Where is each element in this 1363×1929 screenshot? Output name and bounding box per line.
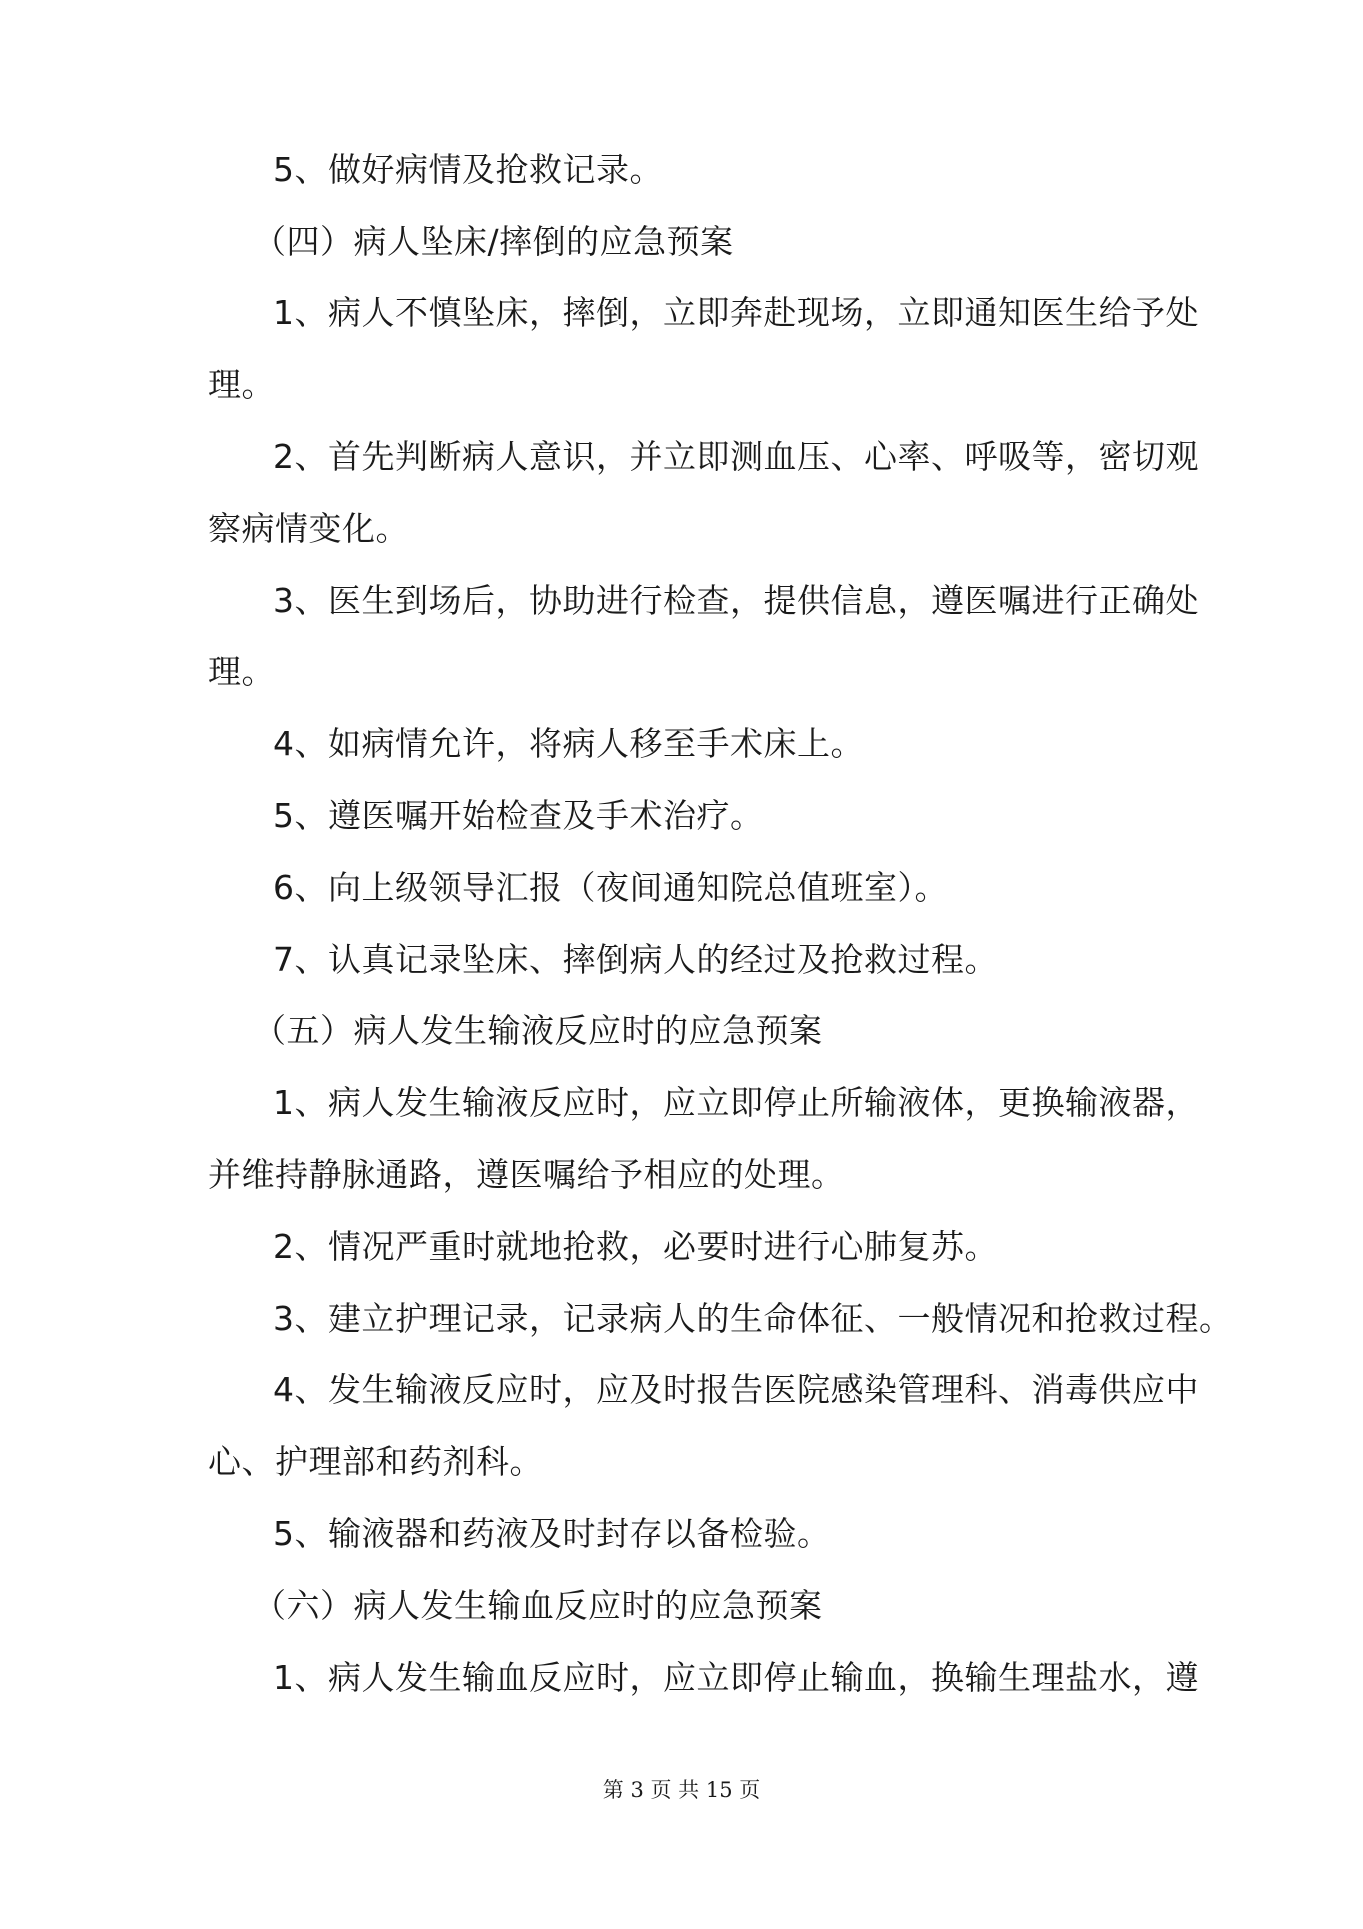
text-line: 5、输液器和药液及时封存以备检验。 (273, 1514, 831, 1553)
text-line: 5、遵医嘱开始检查及手术治疗。 (273, 796, 764, 835)
text-line: 6、向上级领导汇报（夜间通知院总值班室）。 (273, 868, 948, 907)
text-line: 1、病人发生输血反应时，应立即停止输血，换输生理盐水，遵 (273, 1658, 1199, 1697)
text-line: 5、做好病情及抢救记录。 (273, 150, 663, 189)
text-line: 4、如病情允许，将病人移至手术床上。 (273, 724, 864, 763)
text-line: 2、首先判断病人意识，并立即测血压、心率、呼吸等，密切观 (273, 437, 1199, 476)
text-line: 并维持静脉通路，遵医嘱给予相应的处理。 (208, 1155, 845, 1194)
text-line: 2、情况严重时就地抢救，必要时进行心肺复苏。 (273, 1227, 998, 1266)
page-number-footer: 第 3 页 共 15 页 (602, 1778, 761, 1802)
text-line: 理。 (208, 652, 275, 691)
text-line: 1、病人不慎坠床，摔倒，立即奔赴现场，立即通知医生给予处 (273, 293, 1199, 332)
text-line: 1、病人发生输液反应时，应立即停止所输液体，更换输液器， (273, 1083, 1199, 1122)
section-heading: （六）病人发生输血反应时的应急预案 (253, 1586, 823, 1625)
text-line: 3、医生到场后，协助进行检查，提供信息，遵医嘱进行正确处 (273, 581, 1199, 620)
section-heading: （五）病人发生输液反应时的应急预案 (253, 1011, 823, 1050)
text-line: 察病情变化。 (208, 509, 409, 548)
text-line: 心、护理部和药剂科。 (208, 1442, 543, 1481)
section-heading: （四）病人坠床/摔倒的应急预案 (253, 222, 734, 261)
text-line: 3、建立护理记录，记录病人的生命体征、一般情况和抢救过程。 (273, 1299, 1233, 1338)
text-line: 4、发生输液反应时，应及时报告医院感染管理科、消毒供应中 (273, 1370, 1199, 1409)
text-line: 7、认真记录坠床、摔倒病人的经过及抢救过程。 (273, 940, 998, 979)
text-line: 理。 (208, 365, 275, 404)
